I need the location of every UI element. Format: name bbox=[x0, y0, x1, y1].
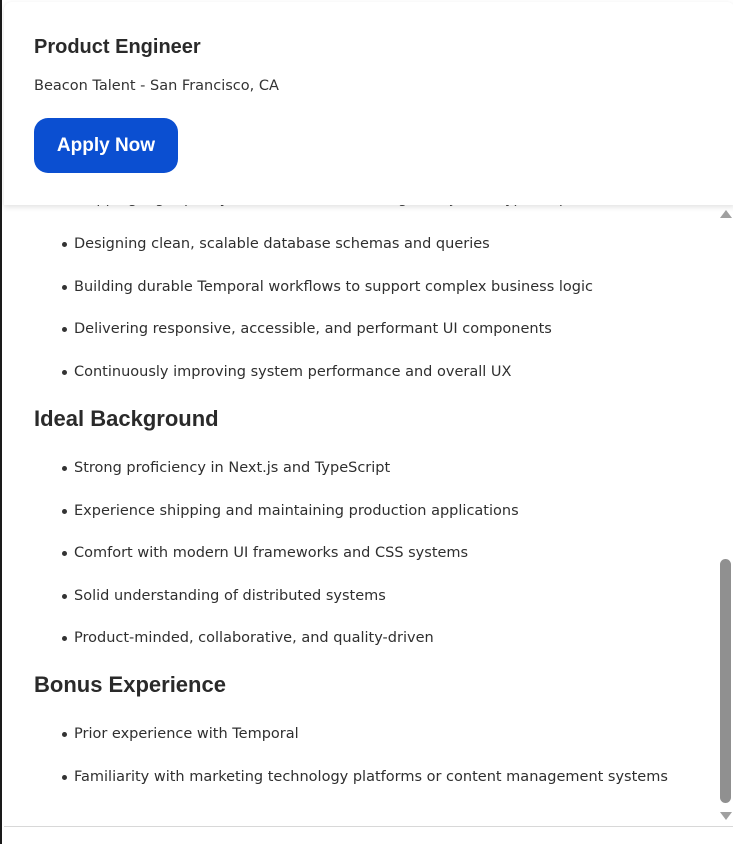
list-item: Continuously improving system performance and overall UX bbox=[34, 362, 593, 405]
ideal-background-heading: Ideal Background bbox=[34, 406, 219, 431]
scroll-down-arrow-icon[interactable] bbox=[720, 812, 732, 820]
list-item: Strong proficiency in Next.js and TypeScript bbox=[34, 458, 519, 501]
ideal-background-list bbox=[34, 458, 519, 671]
job-header bbox=[4, 2, 733, 205]
list-item: Solid understanding of distributed systems bbox=[34, 586, 519, 629]
list-item: Experience shipping and maintaining production applications bbox=[34, 501, 519, 544]
list-item: Familiarity with marketing technology platforms or content management systems bbox=[34, 767, 668, 810]
list-item: Prior experience with Temporal bbox=[34, 724, 668, 767]
apply-now-button[interactable]: Apply Now bbox=[34, 118, 178, 173]
scrollbar-thumb[interactable] bbox=[720, 559, 731, 803]
list-item: Building durable Temporal workflows to support complex business logic bbox=[34, 277, 593, 320]
list-item: Product-minded, collaborative, and quality-driven bbox=[34, 628, 519, 671]
scroll-up-arrow-icon[interactable] bbox=[720, 210, 732, 218]
vertical-scrollbar[interactable] bbox=[716, 205, 733, 826]
responsibilities-list bbox=[34, 234, 593, 404]
bonus-experience-list bbox=[34, 724, 668, 809]
list-item: Delivering responsive, accessible, and performant UI components bbox=[34, 319, 593, 362]
list-item: Comfort with modern UI frameworks and CSS systems bbox=[34, 543, 519, 586]
bonus-experience-heading: Bonus Experience bbox=[34, 672, 226, 697]
bottom-divider bbox=[4, 826, 733, 845]
job-title: Product Engineer bbox=[34, 36, 201, 58]
list-item: Designing clean, scalable database schemas and queries bbox=[34, 234, 593, 277]
company-location: Beacon Talent - San Francisco, CA bbox=[34, 78, 279, 94]
